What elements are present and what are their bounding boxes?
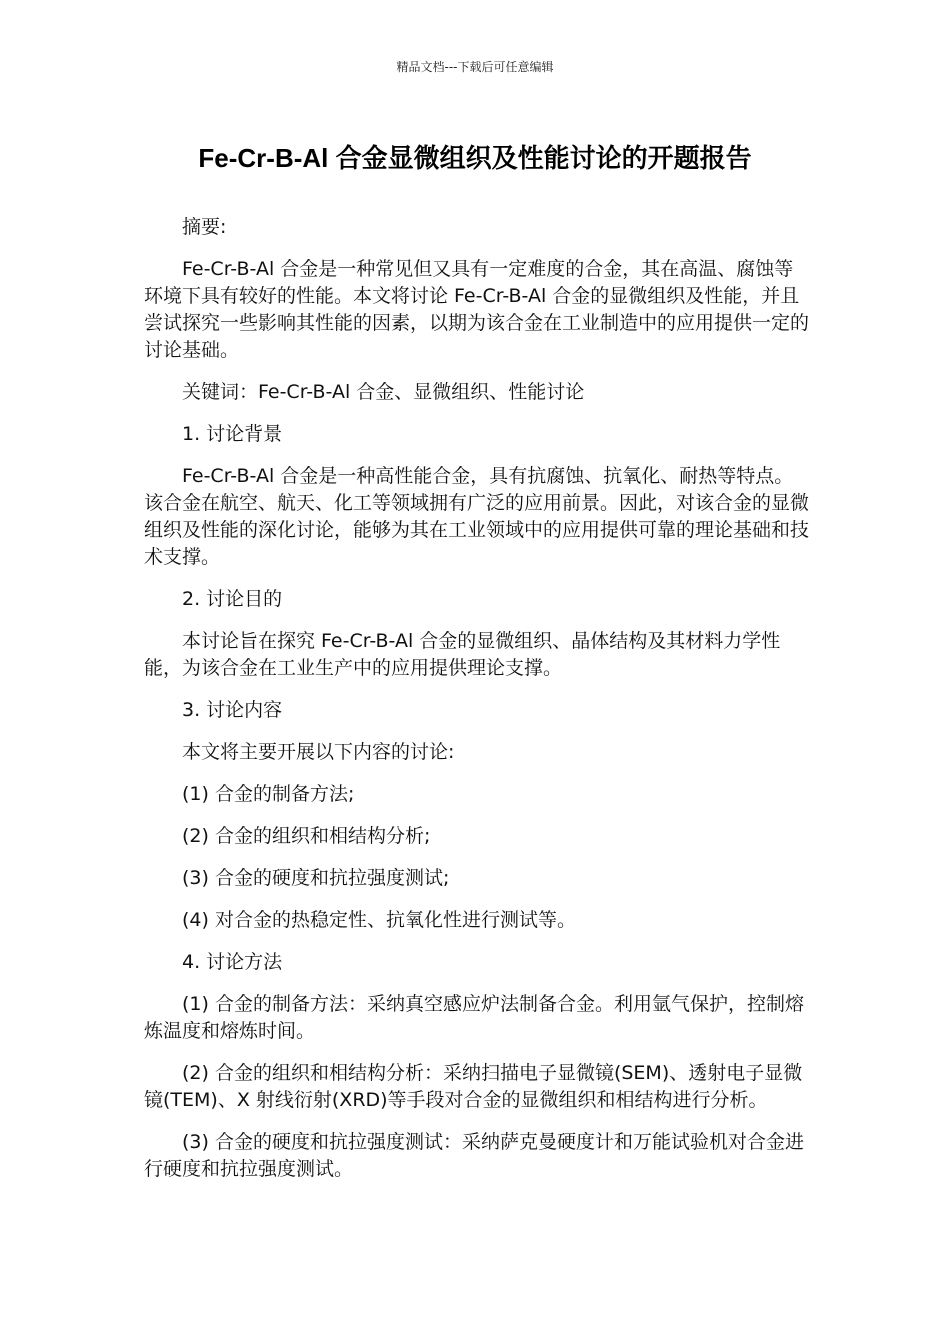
content-item: (2) 合金的组织和相结构分析; — [182, 825, 431, 847]
content-intro: 本文将主要开展以下内容的讨论: — [182, 741, 455, 763]
background-text: Fe-Cr-B-Al 合金是一种高性能合金，具有抗腐蚀、抗氧化、耐热等特点。该合金在航空、航天、化工等领域拥有广泛的应用前景。因此，对该合金的显微组织及性能的深化讨论，能够为其在工业领域中的应用提供可靠的理论基础和技术支撑。 — [144, 465, 810, 568]
purpose-text: 本讨论旨在探究 Fe-Cr-B-Al 合金的显微组织、晶体结构及其材料力学性能，为该合金在工业生产中的应用提供理论支撑。 — [144, 630, 781, 679]
abstract-heading: 摘要: — [182, 216, 227, 238]
section-heading-background: 1. 讨论背景 — [182, 423, 283, 445]
method-item: (2) 合金的组织和相结构分析：采纳扫描电子显微镜(SEM)、透射电子显微镜(TEM)、X 射线衍射(XRD)等手段对合金的显微组织和相结构进行分析。 — [144, 1062, 803, 1111]
content-item: (3) 合金的硬度和抗拉强度测试; — [182, 867, 450, 889]
section-heading-content: 3. 讨论内容 — [182, 699, 283, 721]
method-item: (3) 合金的硬度和抗拉强度测试：采纳萨克曼硬度计和万能试验机对合金进行硬度和抗拉强度测试。 — [144, 1131, 804, 1180]
section-heading-purpose: 2. 讨论目的 — [182, 588, 283, 610]
document-body — [144, 214, 809, 1198]
keywords: 关键词：Fe-Cr-B-Al 合金、显微组织、性能讨论 — [182, 381, 585, 403]
method-item: (1) 合金的制备方法：采纳真空感应炉法制备合金。利用氩气保护，控制熔炼温度和熔炼时间。 — [144, 993, 804, 1042]
document-title: Fe-Cr-B-Al 合金显微组织及性能讨论的开题报告 — [198, 143, 752, 173]
abstract-text: Fe-Cr-B-Al 合金是一种常见但又具有一定难度的合金，其在高温、腐蚀等环境下具有较好的性能。本文将讨论 Fe-Cr-B-Al 合金的显微组织及性能，并且尝试探究一些影响其性能的因素，以期为该合金在工业制造中的应用提供一定的讨论基础。 — [144, 258, 810, 361]
content-item: (1) 合金的制备方法; — [182, 783, 355, 805]
content-item: (4) 对合金的热稳定性、抗氧化性进行测试等。 — [182, 909, 576, 931]
section-heading-methods: 4. 讨论方法 — [182, 951, 283, 973]
header-note: 精品文档---下载后可任意编辑 — [396, 60, 554, 74]
